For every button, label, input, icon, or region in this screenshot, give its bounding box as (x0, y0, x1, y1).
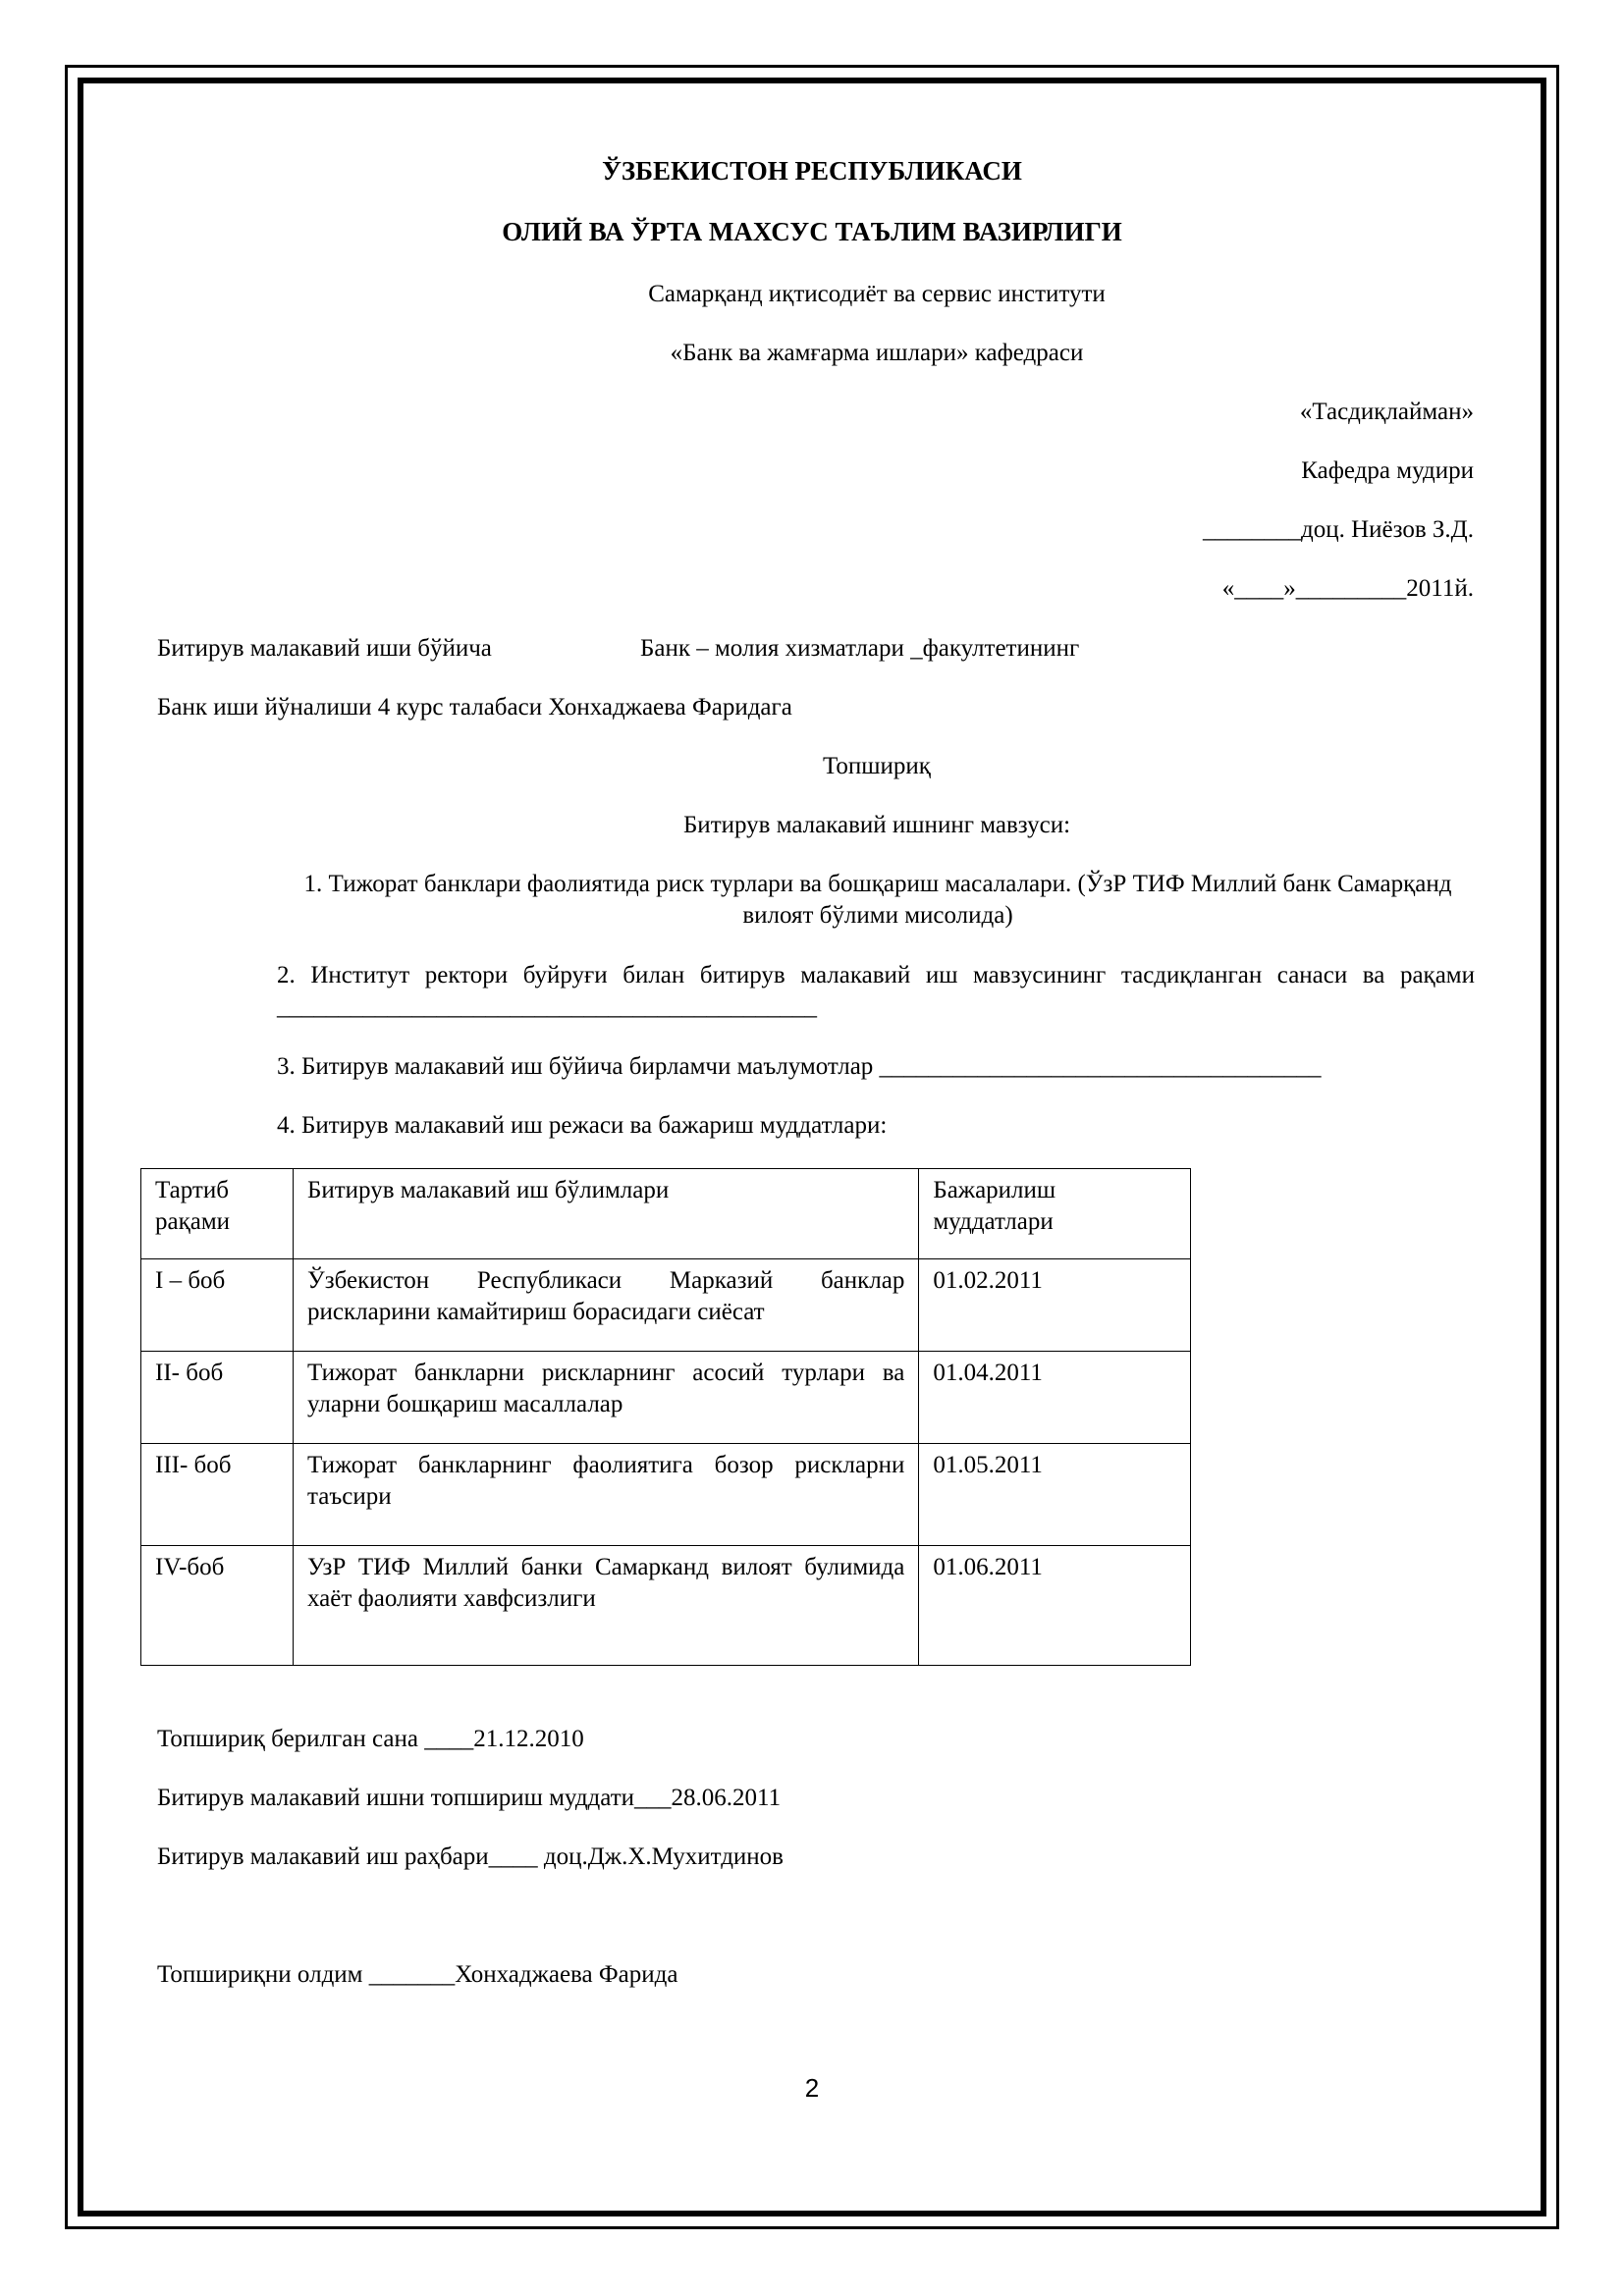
ministry-title: ОЛИЙ ВА ЎРТА МАХСУС ТАЪЛИМ ВАЗИРЛИГИ (502, 217, 1122, 246)
approval-date: «____»_________2011й. (1221, 575, 1474, 602)
table-cell-num: I – боб (141, 1259, 294, 1352)
task-given-date: Топшириқ берилган сана ____21.12.2010 (157, 1726, 584, 1752)
table-cell-section: УзР ТИФ Миллий банки Самарканд вилоят булимида хаёт фаолияти хавфсизлиги (294, 1546, 919, 1666)
table-cell-date: 01.04.2011 (919, 1352, 1191, 1444)
table-header-cell: Битирув малакавий иш бўлимлари (294, 1169, 919, 1259)
table-cell-num: IV-боб (141, 1546, 294, 1666)
department-name: «Банк ва жамғарма ишлари» кафедраси (670, 340, 1084, 366)
table-header-cell: Тартиб рақами (141, 1169, 294, 1259)
student-line1-left: Битирув малакавий иши бўйича (157, 635, 492, 662)
topic-item-1: 1. Тижорат банклари фаолиятида риск турлари ва бошқариш масалалари. (ЎзР ТИФ Миллий банк Самарқанд вилоят бўлими мисолида) (303, 871, 1452, 929)
supervisor-line: Битирув малакавий иш раҳбари____ доц.Дж.Х.Мухитдинов (157, 1843, 784, 1870)
table-row (141, 1444, 1191, 1546)
student-line1-right: Банк – молия хизматлари _факултетининг (640, 635, 1080, 662)
submission-deadline: Битирув малакавий ишни топшириш муддати___28.06.2011 (157, 1785, 782, 1811)
country-title: ЎЗБЕКИСТОН РЕСПУБЛИКАСИ (602, 156, 1022, 186)
topic-item-4: 4. Битирув малакавий иш режаси ва бажариш муддатлари: (277, 1112, 888, 1139)
approval-signer: ________доц. Ниёзов З.Д. (1203, 516, 1474, 543)
table-cell-date: 01.02.2011 (919, 1259, 1191, 1352)
table-cell-section: Тижорат банкларни рискларнинг асосий турлари ва уларни бошқариш масаллалар (294, 1352, 919, 1444)
table-row (141, 1546, 1191, 1666)
table-cell-section: Тижорат банкларнинг фаолиятига бозор рискларни таъсири (294, 1444, 919, 1546)
task-title: Топшириқ (823, 753, 931, 779)
topic-title: Битирув малакавий ишнинг мавзуси: (682, 812, 1071, 838)
work-plan-table (140, 1168, 1191, 1666)
table-header-row (141, 1169, 1191, 1259)
approval-label: «Тасдиқлайман» (1299, 399, 1474, 425)
table-cell-section: Ўзбекистон Республикаси Марказий банклар рискларини камайтириш борасидаги сиёсат (294, 1259, 919, 1352)
student-line2: Банк иши йўналиши 4 курс талабаси Хонхаджаева Фаридага (157, 694, 792, 721)
institute-name: Самарқанд иқтисодиёт ва сервис институти (648, 281, 1106, 307)
task-received-line: Топшириқни олдим _______Хонхаджаева Фарида (157, 1961, 678, 1988)
topic-item-2: 2. Институт ректори буйруғи билан битирув малакавий иш мавзусининг тасдиқланган санаси ва рақами ____________________________________________ (277, 962, 1475, 1020)
table-cell-date: 01.05.2011 (919, 1444, 1191, 1546)
topic-item-3: 3. Битирув малакавий иш бўйича бирламчи маълумотлар ____________________________________ (277, 1053, 1322, 1080)
table-row (141, 1352, 1191, 1444)
table-cell-num: II- боб (141, 1352, 294, 1444)
table-cell-num: III- боб (141, 1444, 294, 1546)
table-row (141, 1259, 1191, 1352)
department-head-label: Кафедра мудири (1301, 457, 1474, 484)
page-number: 2 (804, 2073, 820, 2103)
table-header-cell: Бажарилиш муддатлари (919, 1169, 1191, 1259)
table-cell-date: 01.06.2011 (919, 1546, 1191, 1666)
